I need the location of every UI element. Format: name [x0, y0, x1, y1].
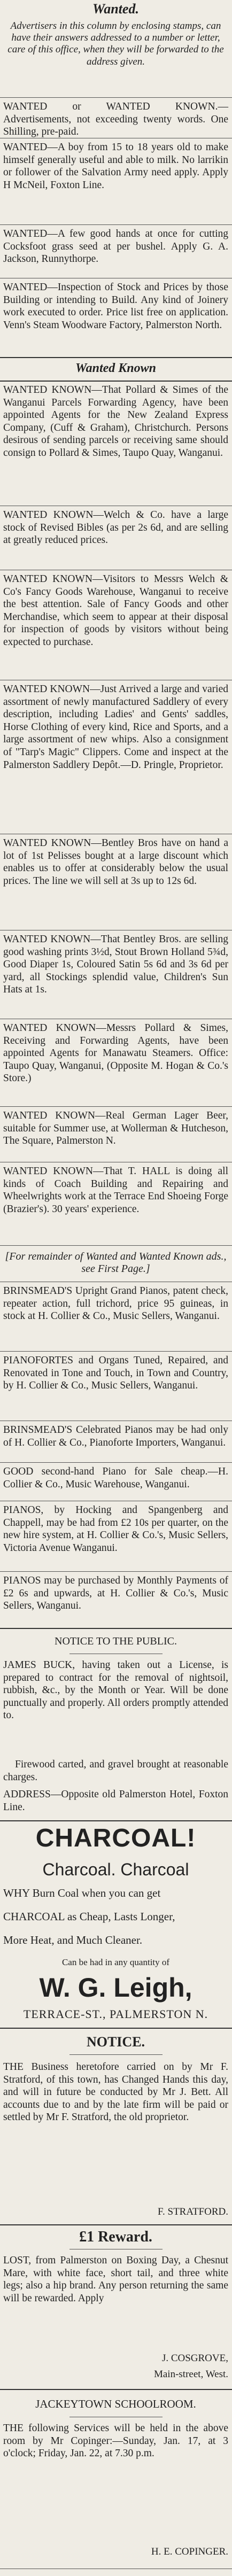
- notice-heading: NOTICE.: [86, 2034, 145, 2050]
- ad-wanted-1: WANTED or WANTED KNOWN.—Advertisements, not exceeding twenty words. One Shilling, pre-paid.: [3, 101, 228, 138]
- wanted-note: Advertisers in this column by enclosing stamps, can have their answers addressed to a number or letter, care of this office, when they will be forwarded to the address given.: [7, 20, 224, 67]
- notice-public-heading: NOTICE TO THE PUBLIC.: [55, 1635, 177, 1647]
- ad-known-6: WANTED KNOWN—That Bentley Bros. are selling good washing prints 3½d, Stout Brown Holland 5¾d, Good Diaper 1s, Coloured Satin 5s 6d and 3s 6d per yard, all Stockings splendid value, Children's Sun Hats at 1s.: [3, 934, 228, 996]
- divider: [0, 1820, 232, 1821]
- charcoal-body-2: CHARCOAL as Cheap, Lasts Longer,: [3, 1910, 175, 1923]
- reward-signature-2: Main-street, West.: [153, 2369, 228, 2380]
- ad-wanted-2: WANTED—A boy from 15 to 18 years old to make himself generally useful and able to milk. No larrikin or follower of the Salvation Army need apply. Apply H McNeil, Foxton Line.: [3, 142, 228, 191]
- divider: [0, 1571, 232, 1572]
- charcoal-small: Can be had in any quantity of: [61, 1957, 170, 1967]
- ad-music-2: PIANOFORTES and Organs Tuned, Repaired, and Renovated in Tone and Touch, in Town and Country, by H. Collier & Co., Music Sellers, Wanganui.: [3, 1355, 228, 1392]
- ad-music-3: BRINSMEAD'S Celebrated Pianos may be had only of H. Collier & Co., Pianoforte Importers, Wanganui.: [3, 1424, 228, 1448]
- divider: [0, 1462, 232, 1463]
- charcoal-address: TERRACE-ST., PALMERSTON N.: [23, 2007, 208, 2021]
- ad-music-1: BRINSMEAD'S Upright Grand Pianos, patent check, repeater action, full trichord, price 95 guineas, in stock at H. Collier & Co., Music Sellers, Wanganui.: [3, 1285, 228, 1322]
- divider: [0, 2389, 232, 2390]
- charcoal-subheading: Charcoal. Charcoal: [42, 1860, 189, 1879]
- divider: [0, 1245, 232, 1246]
- ad-known-3: WANTED KNOWN—Visitors to Messrs Welch & Co's Fancy Goods Warehouse, Wanganui to receive the best attention. Sale of Fancy Goods and other Merchandise, which seem to appear at their disposal for inspection of goods by visitors without being expected to purchase.: [3, 573, 228, 648]
- divider: [0, 381, 232, 382]
- divider: [0, 2224, 232, 2225]
- school-signature: H. E. COPINGER.: [151, 2546, 228, 2557]
- school-body: THE following Services will be held in the above room by Mr Copinger:—Sunday, Jan. 17, at 3 o'clock; Friday, Jan. 22, at 7.30 p.m.: [3, 2423, 228, 2459]
- divider: [0, 1106, 232, 1107]
- ad-wanted-4: WANTED—Inspection of Stock and Prices by those Building or intending to Build. Any kind of Joinery work executed to order. Price list free on application. Venn's Steam Woodware Factory, Palmerston North.: [3, 282, 228, 331]
- wanted-known-heading: Wanted Known: [75, 361, 156, 375]
- charcoal-body-1: WHY Burn Coal when you can get: [3, 1887, 161, 1899]
- notice-signature: F. STRATFORD.: [157, 2206, 228, 2217]
- ad-known-5: WANTED KNOWN—Bentley Bros have on hand a lot of 1st Pelisses bought at a large discount which enables us to offer at considerably below the usual prices. The line we will sell at 3s up to 12s 6d.: [3, 837, 228, 887]
- school-heading: JACKEYTOWN SCHOOLROOM.: [35, 2397, 196, 2410]
- remainder-note: [For remainder of Wanted and Wanted Known ads., see First Page.]: [5, 1251, 227, 1275]
- ad-music-5: PIANOS, by Hocking and Spangenberg and Chappell, may be had from £2 10s per quarter, on the new hire system, at H. Collier & Co.'s, Music Sellers, Victoria Avenue Wanganui.: [3, 1504, 228, 1554]
- divider: [0, 1351, 232, 1352]
- notice-public-address: ADDRESS—Opposite old Palmerston Hotel, Foxton Line.: [3, 1789, 228, 1813]
- divider: [0, 1628, 232, 1629]
- ad-known-4: WANTED KNOWN—Just Arrived a large and varied assortment of newly manufactured Saddlery of every description, including Ladies' and Gents' saddles, Horse Clothing of every kind, Rice and Sports, and a large assortment of new whips. Also a consignment of "Tarp's Magic" Clippers. Come and inspect at the Palmerston Saddlery Depôt.—D. Pringle, Proprietor.: [3, 684, 228, 771]
- reward-signature-1: J. COSGROVE,: [161, 2353, 228, 2364]
- wanted-heading: Wanted.: [92, 1, 139, 17]
- ad-known-7: WANTED KNOWN—Messrs Pollard & Simes, Receiving and Forwarding Agents, have been appointed Agents for Manawatu Steamers. Office: Taupo Quay, Wanganui, (Opposite M. Hogan & Co.'s Store.): [3, 1022, 228, 1084]
- ad-known-9: WANTED KNOWN—That T. HALL is doing all kinds of Coach Building and Repairing and Wheelwrights work at the Terrace End Shoeing Forge (Brazier's). 30 years' experience.: [3, 1166, 228, 1215]
- divider: [0, 224, 232, 225]
- ad-known-8: WANTED KNOWN—Real German Lager Beer, suitable for Summer use, at Wollerman & Hutcheson, The Square, Palmerston N.: [3, 1110, 228, 1147]
- ad-known-2: WANTED KNOWN—Welch & Co. have a large stock of Revised Bibles (as per 2s 6d, and are selling at greatly reduced prices.: [3, 509, 228, 546]
- ad-known-1: WANTED KNOWN—That Pollard & Simes of the Wanganui Parcels Forwarding Agency, have been appointed Agents for the New Zealand Express Company, (Cuff & Graham), Christchurch. Persons desirous of sending parcels or receiving same should consign to Pollard & Simes, Taupo Quay, Wanganui.: [3, 384, 228, 459]
- ad-music-4: GOOD second-hand Piano for Sale cheap.—H. Collier & Co., Music Warehouse, Wanganui.: [3, 1466, 228, 1490]
- divider: [69, 2054, 163, 2055]
- notice-public-body: JAMES BUCK, having taken out a License, is prepared to contract for the removal of nightsoil, rubbish, &c., by the Month or Year. Will be done punctually and properly. All orders promptly attended to.: [3, 1659, 228, 1721]
- divider: [0, 97, 232, 98]
- ad-wanted-3: WANTED—A few good hands at once for cutting Cocksfoot grass seed at per bushel. Apply G. A. Jackson, Runnythorpe.: [3, 228, 228, 265]
- divider: [0, 2028, 232, 2029]
- charcoal-name: W. G. Leigh,: [39, 1973, 192, 2003]
- notice-public-body-2: Firewood carted, and gravel brought at reasonable charges.: [3, 1759, 228, 1783]
- charcoal-heading: CHARCOAL!: [35, 1824, 196, 1852]
- divider: [0, 357, 232, 358]
- charcoal-body-3: More Heat, and Much Cleaner.: [3, 1934, 143, 1946]
- reward-heading: £1 Reward.: [79, 2229, 152, 2245]
- ad-music-6: PIANOS may be purchased by Monthly Payments of £2 6s and upwards, at H. Collier & Co.'s, Music Sellers, Wanganui.: [3, 1575, 228, 1612]
- reward-body: LOST, from Palmerston on Boxing Day, a Chesnut Mare, with white face, short tail, and three white legs; also a hip brand. Any person returning the same will be rewarded. Apply: [3, 2255, 228, 2304]
- notice-body: THE Business heretofore carried on by Mr F. Stratford, of this town, has Changed Hands this day, and will in future be conducted by Mr J. Bett. All accounts due to and by the late firm will be paid or settled by Mr F. Stratford, the old proprietor.: [3, 2061, 228, 2123]
